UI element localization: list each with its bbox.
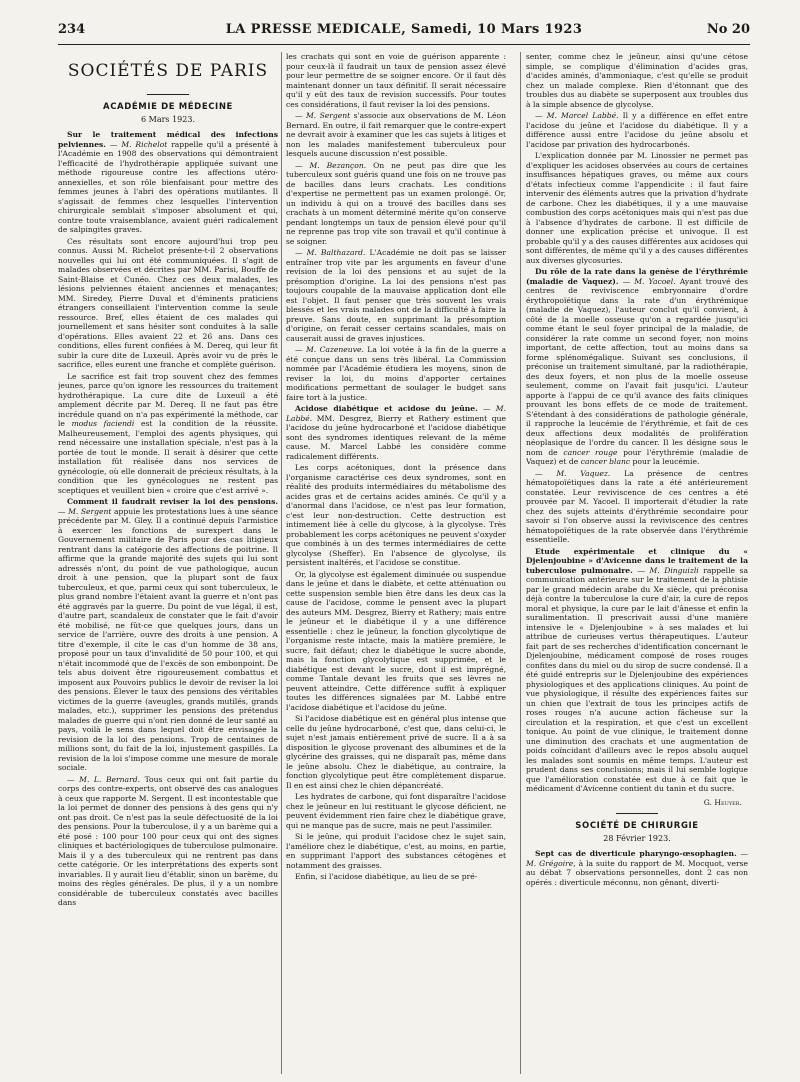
section-divider [616,813,658,814]
article-paragraph: — M. Cazeneuve. La loi votée à la fin de la guerre a été conçue dans un sens très libéral. La Commission nommée par l'Académie étudiera les moyens, sinon de reviser la loi, du moins d'apporter certaines modifications permettant de soulager le budget sans faire tort à la justice. [286,345,506,402]
page-number: 234 [58,22,86,37]
article-paragraph: Comment il faudrait reviser la loi des pensions. — M. Sergent appuie les protestations lues à une séance précédente par M. Gley. Il a continué depuis l'armistice à exercer les fonctions de surexpert dans le Gouvernement militaire de Paris pour des cas litigieux rentrant dans la catégorie des affections de poitrine. Il affirme que la grande majorité des sujets qui lui sont adressés n'ont, du point de vue pathologique, aucun droit à une pension, que la plupart sont de faux tuberculeux, et que, parmi ceux qui sont tuberculeux, le plus grand nombre l'étaient avant la guerre et n'ont pas été aggravés par la guerre. Du point de vue légal, il est, d'autre part, scandaleux de constater que le fait d'avoir été mobilisé, ne fût-ce que quelques jours, dans un service de l'arrière, ouvre des droits à une pension. A titre d'exemple, il cite le cas d'un homme de 38 ans, proposé pour un taux d'invalidité de 50 pour 100, et qui n'était incommodé que de l'excès de son embonpoint. De tels abus doivent être rigoureusement combattus et imposent aux Pouvoirs publics le devoir de reviser la loi des pensions. Élever le taux des pensions des véritables victimes de la guerre (aveugles, grands mutilés, grands malades, etc.), supprimer les pensions des prétendus malades de guerre qui n'ont rien donné de leur santé au pays, voilà le sens dans lequel doit être envisagée la revision de la loi des pensions. Trop de centaines de millions sont, du fait de la loi, injustement gaspillés. La revision de la loi s'impose comme une mesure de morale sociale. [58,497,278,772]
article-paragraph: Acidose diabétique et acidose du jeûne. — M. Labbé. MM. Desgrez, Bierry et Rathery estiment que l'acidose du jeûne hydrocarboné et l'acidose diabétique sont des syndromes identiques relevant de la même cause. M. Marcel Labbé les considère comme radicalement différents. [286,404,506,461]
author-name: M. Grégoire, [526,858,576,868]
article-paragraph: Sur le traitement médical des infections pelviennes. — M. Richelot rappelle qu'il a présenté à l'Académie en 1908 des observations qui démontraient l'efficacité de l'hydrothérapie appliquée suivant une méthode rigoureuse contre les affections utéro-annexielles, et son rôle bienfaisant pour mettre des femmes jeunes à l'abri des opérations mutilantes. Il s'agissait de femmes chez lesquelles l'intervention chirurgicale semblait s'imposer absolument et qui, contre toute vraisemblance, avaient guéri radicalement de salpingites graves. [58,130,278,234]
journal-title: LA PRESSE MEDICALE, Samedi, 10 Mars 1923 [225,22,583,37]
issue-number: No 20 [706,22,750,37]
author-name: M. Richelot [121,139,168,149]
article-title: Acidose diabétique et acidose du jeûne. [295,404,478,413]
author-name: M. Cazeneuve. [306,345,364,354]
section-title: ACADÉMIE DE MÉDECINE [103,102,233,112]
title-divider [147,94,189,95]
section-date: 28 Février 1923. [603,833,671,843]
page-header [58,20,750,45]
article-paragraph: senter, comme chez le jeûneur, ainsi qu'une cétose simple, se complique d'élimination d'acides gras, d'acides aminés, d'ammoniaque, c'est qu'elle se produit chez un malade complexe. Rien d'étonnant que des troubles dus au diabète se superposent aux troubles dus à la simple absence de glycolyse. [526,52,748,109]
column-3 [526,52,748,1074]
signature: G. Heuyer. [703,797,742,807]
article-paragraph: Les hydrates de carbone, qui font disparaître l'acidose chez le jeûneur en lui restituant le glycose déficient, ne peuvent évidemment rien faire chez le diabétique grave, qui ne manque pas de sucre, mais ne peut l'assimiler. [286,792,506,830]
column-rule [520,52,521,1074]
section-title: SOCIÉTÉ DE CHIRURGIE [575,821,699,831]
column-rule [281,52,282,1074]
author-name: M. Balthazard. [306,248,366,257]
author-name: M. Labbé. [286,404,506,423]
article-paragraph: — M. Sergent s'associe aux observations de M. Léon Bernard. En outre, il fait remarquer que le contre-expert ne devrait avoir à examiner que les cas sujets à litiges et non les malades manifestement tuberculeux pour lesquels aucune discussion n'est possible. [286,111,506,158]
author-name: M. Sergent [306,111,351,120]
article-title: Etude expérimentale et clinique du « Djelenjoubine » d'Avicenne dans le traitement de la tuberculose pulmonaire. [526,546,748,575]
article-paragraph: — M. Balthazard. L'Académie ne doit pas se laisser entraîner trop vite par les arguments en faveur d'une revision de la loi des pensions et au sujet de la présomption d'origine. La loi des pensions n'est pas toujours coupable de la mauvaise application dont elle est l'objet. Il faut penser que très souvent les vrais blessés et les vrais malades ont de la difficulté à faire la preuve. Sans doute, en supprimant la présomption d'origine, on ferait cesser certains scandales, mais on causerait aussi de graves injustices. [286,248,506,343]
author-name: M. Marcel Labbé. [546,111,619,120]
article-paragraph: Enfin, si l'acidose diabétique, au lieu de se pré- [295,872,478,881]
author-name: M. Bezançon. [309,160,367,170]
article-paragraph: — M. L. Bernard. Tous ceux qui ont fait partie du corps des contre-experts, ont observé des cas analogues à ceux que rapporte M. Sergent. Il est incontestable que la loi permet de donner des pensions à des gens qui n'y ont pas droit. Ce n'est pas la seule défectuosité de la loi des pensions. Pour la tuberculose, il y a un barème qui a été posé : 100 pour 100 pour ceux qui ont des signes cliniques et bactériologiques de tuberculose pulmonaire. Mais il y a des tuberculeux qui ne rentrent pas dans cette catégorie. Or les interprétations des experts sont invariables. Il y aurait lieu d'établir, sinon un barème, du moins des règles générales. De plus, il y a un nombre considérable de tuberculeux constatés avec bacilles dans [58,774,278,907]
article-paragraph: Du rôle de la rate dans la genèse de l'érythrémie (maladie de Vaquez). — M. Yacoel. Ayant trouvé des centres de reviviscence embryonnaire d'ordre érythropoïétique dans la rate d'un érythrémique (maladie de Vaquez), l'auteur conclut qu'il convient, à côté de la moelle osseuse qu'on a regardée jusqu'ici comme étant le seul foyer principal de la maladie, de considérer la rate comme un second foyer, non moins important, de cette affection, tout au moins dans sa forme splénomégalique. Suivant ses conclusions, il préconise un traitement simultané, par la radiothérapie, des deux foyers, et non plus de la moelle osseuse seulement, comme on l'avait fait jusqu'ici. L'auteur apporte à l'appui de ce qu'il avance des faits cliniques prouvant les bons effets de ce mode de traitement. S'étendant à des considérations de pathologie générale, il rapproche la leucémie de l'érythrémie, et fait de ces deux affections deux modalités de prolifération néoplasique de l'ordre du cancer. Il les désigne sous le nom de cancer rouge pour l'érythrémie (maladie de Vaquez) et de cancer blanc pour la leucémie. [526,267,748,466]
article-paragraph: Le sacrifice est fait trop souvent chez des femmes jeunes, parce qu'on ignore les ressources du traitement hydrothérapique. La cure dite de Luxeuil a été amplement décrite par M. Dereq. Il ne faut pas être incrédule quand on n'a pas expérimenté la méthode, car le modus faciendi est la condition de la réussite. Malheureusement, l'emploi des agents physiques, qui rend nécessaire une installation spéciale, n'est pas à la portée de tout le monde. Il serait à désirer que cette installation fût réalisée dans nos services de gynécologie, où elle donnerait de précieux résultats, à la condition que les gynécologues ne restent pas sceptiques et veuillent bien « croire que c'est arrivé ». [58,371,278,495]
article-title: Sept cas de diverticule pharyngo-œsophagien. [535,849,737,858]
article-title: Du rôle de la rate dans la genèse de l'érythrémie (maladie de Vaquez). [526,267,748,286]
column-1 [58,52,278,1074]
section-date: 6 Mars 1923. [141,114,195,124]
author-name: M. L. Bernard. [79,774,140,784]
article-title: Comment il faudrait reviser la loi des pensions. [67,497,278,506]
column-2 [286,52,506,1074]
article-paragraph: les crachats qui sont en voie de guérison apparente : pour ceux-là il faudrait un taux de pension assez élevé pour leur permettre de se soigner encore. Or il faut dès maintenant donner un taux définitif. Il serait nécessaire qu'il y eût des taux de revision successifs. Pour toutes ces considérations, il faut reviser la loi des pensions. [286,52,506,109]
article-paragraph: Ces résultats sont encore aujourd'hui trop peu connus. Aussi M. Richelot présente-t-il 2 observations nouvelles qui lui ont été communiquées. Il s'agit de malades observées et décrites par MM. Parisi, Bouffe de Saint-Blaise et Cunéo. Chez ces deux malades, les lésions pelviennes étaient anciennes et menaçantes; MM. Siredey, Pierre Duval et d'éminents praticiens étrangers conseillaient l'intervention comme la seule ressource. Bref, elles étaient de ces malades qui journellement et sans hésiter sont conduites à la salle d'opérations. Elles avaient 22 et 26 ans. Dans ces conditions, elles furent confiées à M. Dereq, qui leur fit subir la cure dite de Luxeuil. Après avoir vu de près le sacrifice, elles eurent une franche et complète guérison. [58,236,278,369]
article-paragraph: Si l'acidose diabétique est en général plus intense que celle du jeûne hydrocarboné, c'est que, dans celui-ci, le sujet n'est jamais entièrement privé de sucre. Il a à sa disposition le glycose provenant des albumines et de la glycérine des graisses, qui ne disparaît pas, même dans le jeûne absolu. Chez le diabétique, au contraire, la fonction glycolytique peut être complètement disparue. Il en est ainsi chez le chien dépancréaté. [286,714,506,790]
article-paragraph: Sept cas de diverticule pharyngo-œsophagien. — M. Grégoire, à la suite du rapport de M. Mocquot, verse au débat 7 observations personnelles, dont 2 cas non opérés : diverticule méconnu, non gênant, diverti- [526,849,748,887]
article-paragraph: — M. Marcel Labbé. Il y a différence en effet entre l'acidose du jeûne et l'acidose du diabétique. Il y a différence aussi entre l'acidose du jeûne absolu et l'acidose par privation des hydrocarbonés. [526,111,748,149]
article-paragraph: Si le jeûne, qui produit l'acidose chez le sujet sain, l'améliore chez le diabétique, c'est, au moins, en partie, en supprimant l'apport des substances cétogènes et notamment des graisses. [286,832,506,870]
article-paragraph: Les corps acétoniques, dont la présence dans l'organisme caractérise ces deux syndromes, sont en réalité des produits intermédiaires du métabolisme des acides gras et de certains acides aminés. Ce qu'il y a d'anormal dans l'acidose, ce n'est pas leur formation, c'est leur non-destruction. Cette destruction est intimement liée à celle du glycose, à la glycolyse. Très probablement les corps acétoniques ne peuvent s'oxyder que combinés à un des termes intermédiaires de cette glycolyse (Sheffer). En l'absence de glycolyse, ils persistent inaltérés, et l'acidose se constitue. [286,463,506,567]
author-name: M. Vaquez. [556,468,611,478]
article-title: Sur le traitement médical des infections pelviennes. [58,130,278,149]
article-paragraph: Or, la glycolyse est également diminuée ou suspendue dans le jeûne et dans le diabète, et cette atténuation ou cette suspension semble bien être dans les deux cas la cause de l'acidose, comme le pensent avec la plupart des auteurs MM. Desgrez, Bierry et Rathery; mais entre le jeûneur et le diabétique il y a une différence essentielle : chez le jeûneur, la fonction glycolytique de l'organisme reste intacte, mais la matière première, le sucre, fait défaut; chez le diabétique le sucre abonde, mais la fonction glycolytique est supprimée, et le diabétique est devant le sucre, dont il est imprégné, comme Tantale devant les fruits que ses lèvres ne peuvent atteindre. Cette différence suffit à expliquer toutes les différences signalées par M. Labbé entre l'acidose diabétique et l'acidose du jeûne. [286,569,506,712]
main-title: SOCIÉTÉS DE PARIS [67,61,269,81]
article-paragraph: Etude expérimentale et clinique du « Djelenjoubine » d'Avicenne dans le traitement de la tuberculose pulmonaire. — M. Dinguizli rappelle sa communication antérieure sur le traitement de la phtisie par le grand médecin arabe du Xe siècle, qui préconisa déjà contre la tuberculose la cure d'air, la cure de repos moral et physique, la cure par le lait d'ânesse et enfin la suralimentation. Il prescrivait aussi d'une manière intensive le « Djelenjoubine » à ses malades et lui attribue de curieuses vertus thérapeutiques. L'auteur fait part de ses recherches d'identification concernant le Djelenjoubine, médicament composé de roses rouges confites dans du miel ou du sirop de sucre condensé. Il a été guidé entrepris sur le Djelenjoubine des expériences physiologiques et des applications cliniques. Au point de vue physiologique, il résulte des expériences faites sur un chien que l'extrait de tous les principes actifs de roses rouges n'a aucune action fâcheuse sur la circulation et la respiration, et que c'est un excellent tonique. Au point de vue clinique, le traitement donne une diminution des crachats et une augmentation de poids coïncidant d'ailleurs avec le repos absolu auquel les malades sont soumis en même temps. L'auteur est prudent dans ses conclusions; mais il lui semble logique que l'amélioration constatée est due à ce fait que le médicament d'Avicenne contient du tanin et du sucre. [526,546,748,793]
article-paragraph: — M. Bezançon. On ne peut pas dire que les tuberculeux sont guéris quand une fois on ne trouve pas de bacilles dans leurs crachats. Les conditions d'expertise ne permettent pas un examen prolongé. Or, un individu à qui on a trouvé des bacilles dans ses crachats à un moment déterminé mérite qu'on conserve pendant longtemps un taux de pension élevé pour qu'il ne reprenne pas trop vite son travail et qu'il continue à se soigner. [286,160,506,246]
article-paragraph: — M. Vaquez. La présence de centres hématopoïétiques dans la rate a été antérieurement constatée. Leur reviviscence de ces centres a été prouvée par M. Yacoel. Il importerait d'étudier la rate chez des sujets atteints d'érythrémie secondaire pour savoir si l'on observe aussi la reviviscence des centres hématopoïétiques de la rate observée dans l'érythrémie essentielle. [526,468,748,544]
author-name: M. Sergent [68,506,112,516]
author-name: M. Yacoel. [634,276,676,286]
author-name: M. Dinguizli [649,565,699,575]
article-paragraph: L'explication donnée par M. Linossier ne permet pas d'expliquer les acidoses observées au cours de certaines insuffisances hépatiques graves, ou même aux cours d'états infectieux comme l'appendicite : il faut faire intervenir des éléments autres que la privation d'hydrate de carbone. Chez les diabétiques, il y a une mauvaise combustion des corps acétoniques mais qui n'est pas due à l'absence d'hydrates de carbone. Il est difficile de donner une explication précise et univoque. Il est probable qu'il y a des causes différentes aux acidoses qui sont différentes, de même qu'il y a des causes différentes aux diverses glycosuries. [526,151,748,265]
